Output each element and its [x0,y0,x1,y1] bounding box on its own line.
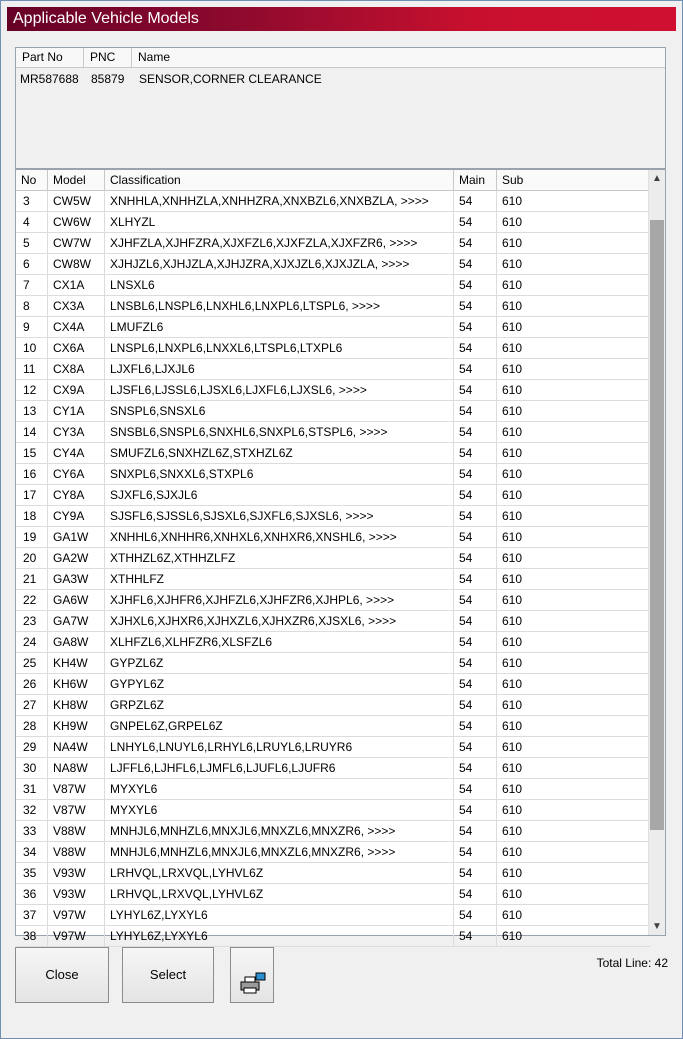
row-classification: GYPZL6Z [105,653,454,673]
window-title: Applicable Vehicle Models [7,7,676,31]
row-main: 54 [454,275,497,295]
row-classification: XTHHLFZ [105,569,454,589]
row-classification: LYHYL6Z,LYXYL6 [105,926,454,946]
row-model: KH4W [48,653,105,673]
row-main: 54 [454,527,497,547]
row-sub: 610 [502,887,523,901]
table-row[interactable] [16,485,650,506]
row-sub: 610 [502,929,523,943]
row-model: CY9A [48,506,105,526]
row-no: 18 [16,506,48,526]
row-sub: 610 [502,383,523,397]
header-model[interactable]: Model [48,170,105,190]
total-line: Total Line: 42 [596,956,668,970]
row-main: 54 [454,884,497,904]
row-main: 54 [454,590,497,610]
row-sub: 610 [502,551,523,565]
row-no: 10 [16,338,48,358]
row-no: 15 [16,443,48,463]
row-classification: MNHJL6,MNHZL6,MNXJL6,MNXZL6,MNXZR6, >>>> [105,821,454,841]
row-classification: XJHXL6,XJHXR6,XJHXZL6,XJHXZR6,XJSXL6, >>>> [105,611,454,631]
table-row[interactable] [16,863,650,884]
row-main: 54 [454,254,497,274]
row-sub: 610 [502,761,523,775]
row-no: 4 [16,212,48,232]
row-main: 54 [454,506,497,526]
row-main: 54 [454,485,497,505]
row-main: 54 [454,674,497,694]
row-sub: 610 [502,845,523,859]
row-no: 30 [16,758,48,778]
table-row[interactable] [16,359,650,380]
row-no: 35 [16,863,48,883]
part-name-value: SENSOR,CORNER CLEARANCE [139,72,322,86]
row-classification: LNHYL6,LNUYL6,LRHYL6,LRUYL6,LRUYR6 [105,737,454,757]
row-no: 36 [16,884,48,904]
vertical-scrollbar[interactable] [648,170,665,935]
row-classification: XJHJZL6,XJHJZLA,XJHJZRA,XJXJZL6,XJXJZLA, >>>> [105,254,454,274]
row-model: CY4A [48,443,105,463]
row-sub: 610 [502,740,523,754]
row-no: 37 [16,905,48,925]
row-main: 54 [454,716,497,736]
row-no: 21 [16,569,48,589]
header-name[interactable]: Name [138,50,171,64]
row-no: 9 [16,317,48,337]
row-sub: 610 [502,593,523,607]
row-main: 54 [454,821,497,841]
row-sub: 610 [502,635,523,649]
table-row[interactable] [16,779,650,800]
table-row[interactable] [16,380,650,401]
row-no: 6 [16,254,48,274]
row-sub: 610 [502,236,523,250]
row-no: 23 [16,611,48,631]
row-model: GA1W [48,527,105,547]
row-model: CX8A [48,359,105,379]
part-no-value: MR587688 [20,72,79,86]
row-model: CW5W [48,191,105,211]
row-main: 54 [454,191,497,211]
row-model: CX4A [48,317,105,337]
table-row[interactable] [16,569,650,590]
table-row[interactable] [16,842,650,863]
row-model: CW6W [48,212,105,232]
row-no: 32 [16,800,48,820]
row-classification: GRPZL6Z [105,695,454,715]
row-model: V87W [48,800,105,820]
part-info-header [16,48,665,68]
row-main: 54 [454,443,497,463]
table-row[interactable] [16,275,650,296]
row-model: V97W [48,926,105,946]
row-model: CX1A [48,275,105,295]
row-model: CY3A [48,422,105,442]
scroll-down-arrow-icon[interactable]: ▼ [652,921,662,932]
row-no: 20 [16,548,48,568]
row-model: CX6A [48,338,105,358]
row-classification: LRHVQL,LRXVQL,LYHVL6Z [105,884,454,904]
table-row[interactable] [16,317,650,338]
row-model: GA8W [48,632,105,652]
row-no: 29 [16,737,48,757]
vehicle-models-grid [15,169,666,943]
scroll-thumb[interactable] [650,220,664,830]
row-main: 54 [454,632,497,652]
row-main: 54 [454,842,497,862]
row-main: 54 [454,800,497,820]
row-classification: LRHVQL,LRXVQL,LYHVL6Z [105,863,454,883]
row-classification: XTHHZL6Z,XTHHZLFZ [105,548,454,568]
row-classification: XJHFL6,XJHFR6,XJHFZL6,XJHFZR6,XJHPL6, >>>> [105,590,454,610]
row-no: 12 [16,380,48,400]
row-model: KH8W [48,695,105,715]
row-sub: 610 [502,341,523,355]
row-no: 7 [16,275,48,295]
row-model: CW8W [48,254,105,274]
row-main: 54 [454,758,497,778]
row-model: V97W [48,905,105,925]
row-no: 16 [16,464,48,484]
row-sub: 610 [502,404,523,418]
row-classification: SNSBL6,SNSPL6,SNXHL6,SNXPL6,STSPL6, >>>> [105,422,454,442]
table-row[interactable] [16,884,650,905]
row-sub: 610 [502,299,523,313]
row-model: CY1A [48,401,105,421]
table-row[interactable] [16,674,650,695]
row-main: 54 [454,548,497,568]
row-model: CX3A [48,296,105,316]
row-model: CY8A [48,485,105,505]
header-part-no[interactable]: Part No [16,48,84,67]
row-model: NA8W [48,758,105,778]
row-model: KH9W [48,716,105,736]
row-model: V93W [48,863,105,883]
grid-header [16,170,650,191]
row-no: 5 [16,233,48,253]
row-classification: MYXYL6 [105,779,454,799]
row-sub: 610 [502,677,523,691]
grid-rows [16,191,650,943]
row-main: 54 [454,296,497,316]
row-classification: MNHJL6,MNHZL6,MNXJL6,MNXZL6,MNXZR6, >>>> [105,842,454,862]
row-classification: LNSBL6,LNSPL6,LNXHL6,LNXPL6,LTSPL6, >>>> [105,296,454,316]
table-row[interactable] [16,653,650,674]
row-main: 54 [454,317,497,337]
row-sub: 610 [502,614,523,628]
row-main: 54 [454,464,497,484]
row-model: GA7W [48,611,105,631]
row-model: CY6A [48,464,105,484]
row-no: 26 [16,674,48,694]
header-main[interactable]: Main [454,170,497,190]
row-sub: 610 [502,866,523,880]
row-classification: XLHYZL [105,212,454,232]
row-main: 54 [454,422,497,442]
row-model: V87W [48,779,105,799]
row-classification: SNXPL6,SNXXL6,STXPL6 [105,464,454,484]
row-no: 34 [16,842,48,862]
row-sub: 610 [502,824,523,838]
row-sub: 610 [502,215,523,229]
table-row[interactable] [16,737,650,758]
row-classification: XJHFZLA,XJHFZRA,XJXFZL6,XJXFZLA,XJXFZR6, >>>> [105,233,454,253]
row-sub: 610 [502,782,523,796]
row-classification: SMUFZL6,SNXHZL6Z,STXHZL6Z [105,443,454,463]
row-classification: LYHYL6Z,LYXYL6 [105,905,454,925]
row-sub: 610 [502,530,523,544]
part-info-panel [15,47,666,169]
select-button[interactable]: Select [122,947,214,1003]
row-classification: LJXFL6,LJXJL6 [105,359,454,379]
row-main: 54 [454,695,497,715]
table-row[interactable] [16,191,650,212]
row-main: 54 [454,905,497,925]
row-classification: SJXFL6,SJXJL6 [105,485,454,505]
row-sub: 610 [502,803,523,817]
row-main: 54 [454,611,497,631]
row-classification: LJFFL6,LJHFL6,LJMFL6,LJUFL6,LJUFR6 [105,758,454,778]
row-no: 27 [16,695,48,715]
row-model: GA6W [48,590,105,610]
row-sub: 610 [502,194,523,208]
table-row[interactable] [16,422,650,443]
row-model: CW7W [48,233,105,253]
table-row[interactable] [16,527,650,548]
table-row[interactable] [16,611,650,632]
close-button[interactable]: Close [15,947,109,1003]
table-row[interactable] [16,632,650,653]
row-no: 3 [16,191,48,211]
row-main: 54 [454,926,497,946]
row-no: 11 [16,359,48,379]
row-main: 54 [454,338,497,358]
table-row[interactable] [16,695,650,716]
row-classification: LNSXL6 [105,275,454,295]
table-row[interactable] [16,401,650,422]
table-row[interactable] [16,443,650,464]
row-sub: 610 [502,698,523,712]
row-classification: SJSFL6,SJSSL6,SJSXL6,SJXFL6,SJXSL6, >>>> [105,506,454,526]
row-sub: 610 [502,908,523,922]
row-sub: 610 [502,278,523,292]
row-no: 24 [16,632,48,652]
row-classification: LJSFL6,LJSSL6,LJSXL6,LJXFL6,LJXSL6, >>>> [105,380,454,400]
row-model: V93W [48,884,105,904]
row-no: 13 [16,401,48,421]
row-main: 54 [454,380,497,400]
row-no: 31 [16,779,48,799]
table-row[interactable] [16,212,650,233]
row-classification: GNPEL6Z,GRPEL6Z [105,716,454,736]
row-model: KH6W [48,674,105,694]
row-no: 8 [16,296,48,316]
table-row[interactable] [16,506,650,527]
row-main: 54 [454,233,497,253]
row-classification: XNHHLA,XNHHZLA,XNHHZRA,XNXBZL6,XNXBZLA, >>>> [105,191,454,211]
row-classification: XLHFZL6,XLHFZR6,XLSFZL6 [105,632,454,652]
header-classification[interactable]: Classification [105,170,454,190]
table-row[interactable] [16,758,650,779]
row-classification: LMUFZL6 [105,317,454,337]
row-model: GA2W [48,548,105,568]
row-main: 54 [454,401,497,421]
row-no: 28 [16,716,48,736]
table-row[interactable] [16,590,650,611]
row-main: 54 [454,359,497,379]
row-sub: 610 [502,425,523,439]
row-model: V88W [48,821,105,841]
row-classification: GYPYL6Z [105,674,454,694]
table-row[interactable] [16,338,650,359]
print-button[interactable] [230,947,274,1003]
row-main: 54 [454,737,497,757]
row-sub: 610 [502,509,523,523]
table-row[interactable] [16,716,650,737]
header-sub[interactable]: Sub [502,173,524,187]
row-sub: 610 [502,446,523,460]
row-sub: 610 [502,719,523,733]
table-row[interactable] [16,548,650,569]
printer-icon [237,964,267,986]
pnc-value: 85879 [91,72,125,86]
row-model: CX9A [48,380,105,400]
row-sub: 610 [502,488,523,502]
row-no: 33 [16,821,48,841]
table-row[interactable] [16,821,650,842]
table-row[interactable] [16,464,650,485]
header-pnc[interactable]: PNC [84,48,132,67]
row-main: 54 [454,569,497,589]
row-no: 25 [16,653,48,673]
table-row[interactable] [16,254,650,275]
row-model: NA4W [48,737,105,757]
row-classification: LNSPL6,LNXPL6,LNXXL6,LTSPL6,LTXPL6 [105,338,454,358]
row-sub: 610 [502,257,523,271]
row-sub: 610 [502,362,523,376]
row-no: 38 [16,926,48,946]
row-no: 14 [16,422,48,442]
table-row[interactable] [16,800,650,821]
scroll-up-arrow-icon[interactable]: ▲ [652,173,662,184]
table-row[interactable] [16,233,650,254]
row-main: 54 [454,653,497,673]
row-main: 54 [454,863,497,883]
row-classification: XNHHL6,XNHHR6,XNHXL6,XNHXR6,XNSHL6, >>>> [105,527,454,547]
table-row[interactable] [16,296,650,317]
row-main: 54 [454,779,497,799]
row-no: 19 [16,527,48,547]
row-sub: 610 [502,656,523,670]
row-main: 54 [454,212,497,232]
row-sub: 610 [502,572,523,586]
header-no[interactable]: No [16,170,48,190]
row-model: GA3W [48,569,105,589]
row-sub: 610 [502,467,523,481]
row-classification: SNSPL6,SNSXL6 [105,401,454,421]
row-classification: MYXYL6 [105,800,454,820]
row-no: 17 [16,485,48,505]
row-sub: 610 [502,320,523,334]
table-row[interactable] [16,905,650,926]
table-row[interactable] [16,926,650,947]
row-model: V88W [48,842,105,862]
row-no: 22 [16,590,48,610]
